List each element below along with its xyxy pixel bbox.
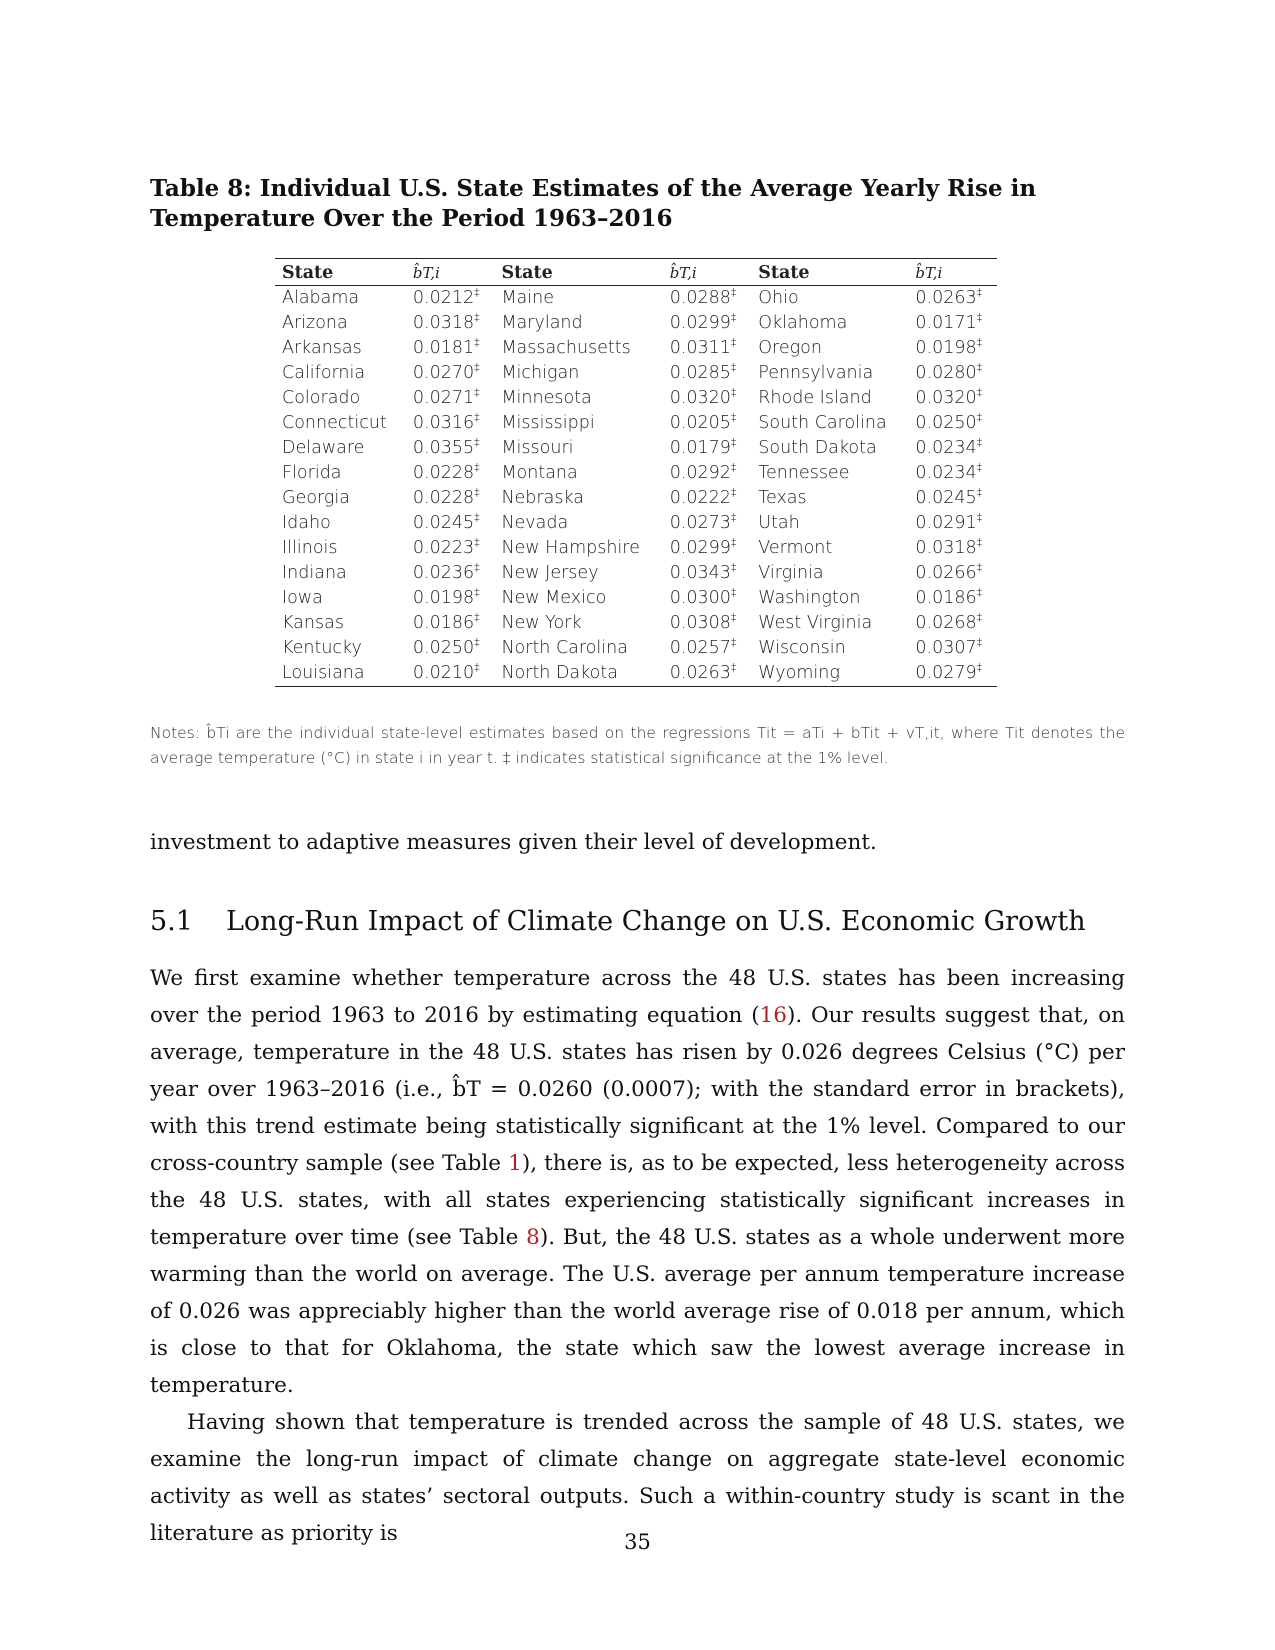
estimate-value: 0.0307 [915,638,977,658]
significance-mark: ‡ [730,511,737,525]
estimate-value: 0.0273 [669,513,731,533]
estimate-value: 0.0228 [412,488,475,508]
estimate-value: 0.0266 [915,563,977,583]
state-name-cell: Arkansas [282,338,362,358]
state-name-cell: New Mexico [501,588,607,608]
estimate-cell [908,436,997,461]
estimate-cell [663,386,752,411]
state-name-cell: Ohio [758,288,799,308]
state-name-cell: Colorado [282,388,361,408]
significance-mark: ‡ [976,436,983,450]
estimate-cell [663,336,752,361]
estimate-cell [908,361,997,386]
estimate-cell [908,486,997,511]
table-row [275,286,997,312]
estimate-cell [908,561,997,586]
estimate-value: 0.0245 [412,513,475,533]
estimate-value: 0.0198 [412,588,475,608]
state-name-cell: Utah [758,513,800,533]
significance-mark: ‡ [474,486,480,500]
header-state: State [494,259,662,286]
estimate-cell [406,511,495,536]
significance-mark: ‡ [976,461,983,475]
estimate-value: 0.0181 [412,338,475,358]
table-row [275,636,997,661]
estimate-cell [663,361,752,386]
estimate-cell [663,561,752,586]
estimate-value: 0.0223 [412,538,475,558]
table-row [275,486,997,511]
state-name-cell: Georgia [282,488,351,508]
estimate-cell [663,286,752,312]
table-notes: Notes: b̂Ti are the individual state-level estimates based on the regressions Tit = aTi + bTit + vT,it, where Tit denotes the average temperature (°C) in state i in year t. ‡ indicates statistical significance at the 1% level. [150,724,1125,767]
estimate-cell [663,611,752,636]
estimate-value: 0.0171 [915,313,977,333]
estimate-value: 0.0228 [412,463,475,483]
state-name-cell: New York [501,613,582,633]
estimate-cell [663,436,752,461]
estimate-value: 0.0234 [915,438,977,458]
estimate-value: 0.0285 [669,363,731,383]
header-estimate: b̂T,i [908,259,997,286]
table-row [275,461,997,486]
estimate-cell [908,386,997,411]
significance-mark: ‡ [976,411,983,425]
section-title: Long-Run Impact of Climate Change on U.S. Economic Growth [226,906,1086,937]
estimate-value: 0.0257 [669,638,731,658]
estimate-value: 0.0318 [412,313,475,333]
estimate-cell [663,461,752,486]
state-name-cell: Kentucky [282,638,362,658]
state-name-cell: Missouri [501,438,574,458]
state-name-cell: California [282,363,366,383]
state-name-cell: Delaware [282,438,365,458]
header-estimate: b̂T,i [406,259,495,286]
estimate-value: 0.0300 [669,588,731,608]
estimate-value: 0.0279 [915,663,977,683]
estimate-cell [908,311,997,336]
state-name-cell: New Jersey [501,563,599,583]
state-name-cell: Connecticut [282,413,387,433]
state-name-cell: Washington [758,588,861,608]
significance-mark: ‡ [976,561,983,575]
significance-mark: ‡ [730,561,737,575]
estimate-value: 0.0320 [669,388,731,408]
state-name-cell: West Virginia [758,613,873,633]
state-name-cell: Minnesota [501,388,592,408]
estimate-cell [908,536,997,561]
state-name-cell: Massachusetts [501,338,631,358]
estimate-value: 0.0186 [915,588,977,608]
table-row [275,436,997,461]
estimate-value: 0.0212 [412,288,475,308]
state-name-cell: North Dakota [494,661,662,687]
equation-ref[interactable]: 16 [759,1003,787,1028]
significance-mark: ‡ [976,611,983,625]
significance-mark: ‡ [730,411,737,425]
estimate-value: 0.0222 [669,488,731,508]
estimate-cell [406,486,495,511]
table-caption: Table 8: Individual U.S. State Estimates of the Average Yearly Rise in Temperature Over the Period 1963–2016 [150,175,1037,232]
table-row [275,361,997,386]
significance-mark: ‡ [474,511,480,525]
significance-mark: ‡ [474,386,480,400]
state-name-cell: Tennessee [758,463,850,483]
significance-mark: ‡ [474,311,480,325]
estimate-value: 0.0318 [915,538,977,558]
estimate-value: 0.0245 [915,488,977,508]
estimate-cell [908,636,997,661]
significance-mark: ‡ [730,461,737,475]
state-name-cell: Michigan [501,363,580,383]
estimate-cell [663,311,752,336]
estimate-value: 0.0291 [915,513,977,533]
state-name-cell: Louisiana [275,661,406,687]
state-name-cell: South Carolina [758,413,887,433]
estimate-cell [406,611,495,636]
estimate-cell [406,561,495,586]
estimate-value: 0.0263 [915,288,977,308]
estimate-cell [908,611,997,636]
table-header-row [275,259,997,286]
table-row [275,311,997,336]
estimate-cell [406,436,495,461]
significance-mark: ‡ [976,336,983,350]
table-row [275,511,997,536]
significance-mark: ‡ [730,661,737,675]
estimate-value: 0.0280 [915,363,977,383]
table-ref[interactable]: 8 [526,1225,540,1250]
state-estimates-table [275,258,997,687]
estimate-cell [406,411,495,436]
estimate-value: 0.0299 [669,313,731,333]
state-name-cell: Wyoming [751,661,908,687]
estimate-value: 0.0268 [915,613,977,633]
state-name-cell: Maryland [501,313,583,333]
estimate-cell [663,511,752,536]
state-name-cell: Arizona [282,313,348,333]
section-number: 5.1 [150,906,193,937]
estimate-value: 0.0186 [412,613,475,633]
state-name-cell: Nevada [501,513,569,533]
significance-mark: ‡ [730,386,737,400]
estimate-cell [406,361,495,386]
state-name-cell: Rhode Island [758,388,872,408]
estimate-value: 0.0299 [669,538,731,558]
significance-mark: ‡ [474,586,480,600]
estimate-value: 0.0292 [669,463,731,483]
significance-mark: ‡ [730,486,737,500]
state-name-cell: Vermont [758,538,833,558]
significance-mark: ‡ [976,311,983,325]
estimate-value: 0.0234 [915,463,977,483]
table-row [275,661,997,687]
significance-mark: ‡ [976,511,983,525]
header-state: State [751,259,908,286]
significance-mark: ‡ [474,536,480,550]
state-name-cell: Kansas [282,613,344,633]
paragraph: Having shown that temperature is trended across the sample of 48 U.S. states, we examine the long-run impact of climate change on aggregate state-level economic activity as well as states’ sectoral outputs. Such a within-country study is scant in the literature as priority is [150,1410,1125,1546]
estimate-value: 0.0198 [915,338,977,358]
table-row [275,336,997,361]
estimate-value: 0.0270 [412,363,475,383]
estimate-value: 0.0210 [412,663,475,683]
estimate-cell [406,461,495,486]
significance-mark: ‡ [976,586,983,600]
lead-text: investment to adaptive measures given their level of development. [150,830,877,855]
estimate-cell [908,411,997,436]
significance-mark: ‡ [474,286,480,300]
significance-mark: ‡ [976,636,983,650]
estimate-value: 0.0343 [669,563,731,583]
estimate-cell [908,511,997,536]
significance-mark: ‡ [730,586,737,600]
estimate-value: 0.0316 [412,413,475,433]
estimate-cell [908,586,997,611]
header-estimate: b̂T,i [663,259,752,286]
significance-mark: ‡ [474,661,480,675]
significance-mark: ‡ [730,286,737,300]
table-row [275,411,997,436]
estimate-value: 0.0250 [915,413,977,433]
estimate-cell [663,536,752,561]
state-name-cell: Maine [501,288,554,308]
estimate-value: 0.0236 [412,563,475,583]
significance-mark: ‡ [474,361,480,375]
state-name-cell: Alabama [282,288,360,308]
significance-mark: ‡ [976,536,983,550]
header-state: State [275,259,406,286]
estimate-cell [406,636,495,661]
section-heading [150,906,1150,937]
table-row [275,586,997,611]
significance-mark: ‡ [730,611,737,625]
state-name-cell: Florida [282,463,342,483]
state-name-cell: Texas [758,488,807,508]
significance-mark: ‡ [976,386,983,400]
state-name-cell: Oklahoma [758,313,848,333]
estimate-cell [663,411,752,436]
state-name-cell: Montana [501,463,578,483]
estimate-cell [406,386,495,411]
significance-mark: ‡ [730,436,737,450]
significance-mark: ‡ [976,661,983,675]
page-number: 35 [624,1530,651,1554]
estimate-value: 0.0250 [412,638,475,658]
state-name-cell: Virginia [758,563,824,583]
significance-mark: ‡ [730,361,737,375]
significance-mark: ‡ [474,636,480,650]
significance-mark: ‡ [976,361,983,375]
state-name-cell: Mississippi [501,413,595,433]
estimate-value: 0.0179 [669,438,731,458]
state-name-cell: Indiana [282,563,347,583]
table-row [275,611,997,636]
estimate-cell [406,286,495,312]
estimate-value: 0.0311 [669,338,731,358]
table-row [275,561,997,586]
significance-mark: ‡ [730,311,737,325]
estimate-cell [663,486,752,511]
estimate-cell [406,586,495,611]
estimate-value: 0.0263 [669,663,731,683]
estimate-cell [406,536,495,561]
significance-mark: ‡ [474,436,480,450]
state-name-cell: Pennsylvania [758,363,874,383]
state-name-cell: Nebraska [501,488,585,508]
significance-mark: ‡ [730,636,737,650]
estimate-cell [663,586,752,611]
estimate-cell [908,286,997,312]
body-text [150,960,1125,1552]
estimate-value: 0.0320 [915,388,977,408]
estimate-value: 0.0308 [669,613,731,633]
estimate-cell [406,311,495,336]
paragraph: We first examine whether temperature across the 48 U.S. states has been increasing over the period 1963 to 2016 by estimating equation (16). Our results suggest that, on average, temperature in the 48 U.S. states has risen by 0.026 degrees Celsius (°C) per year over 1963–2016 (i.e., b̂T = 0.0260 (0.0007); with the standard error in brackets), with this trend estimate being statistically significant at the 1% level. Compared to our cross-country sample (see Table 1), there is, as to be expected, less heterogeneity across the 48 U.S. states, with all states experiencing statistically significant increases in temperature over time (see Table 8). But, the 48 U.S. states as a whole underwent more warming than the world on average. The U.S. average per annum temperature increase of 0.026 was appreciably higher than the world average rise of 0.018 per annum, which is close to that for Oklahoma, the state which saw the lowest average increase in temperature. [150,966,1126,1398]
table-row [275,536,997,561]
significance-mark: ‡ [730,336,737,350]
significance-mark: ‡ [474,611,480,625]
estimate-value: 0.0355 [412,438,475,458]
state-name-cell: New Hampshire [501,538,640,558]
estimate-cell [663,636,752,661]
state-name-cell: Iowa [282,588,323,608]
table-row [275,386,997,411]
estimate-cell [663,661,752,687]
estimate-cell [908,661,997,687]
state-name-cell: Illinois [282,538,338,558]
state-name-cell: Wisconsin [758,638,846,658]
state-name-cell: Idaho [282,513,331,533]
estimate-value: 0.0205 [669,413,731,433]
estimate-cell [406,336,495,361]
significance-mark: ‡ [976,286,983,300]
estimate-value: 0.0271 [412,388,475,408]
state-name-cell: North Carolina [501,638,628,658]
state-name-cell: South Dakota [758,438,877,458]
estimate-value: 0.0288 [669,288,731,308]
significance-mark: ‡ [976,486,983,500]
table-ref[interactable]: 1 [508,1151,522,1176]
estimate-cell [908,336,997,361]
significance-mark: ‡ [474,336,480,350]
state-name-cell: Oregon [758,338,822,358]
significance-mark: ‡ [474,561,480,575]
significance-mark: ‡ [474,461,480,475]
significance-mark: ‡ [730,536,737,550]
estimate-cell [908,461,997,486]
significance-mark: ‡ [474,411,480,425]
estimate-cell [406,661,495,687]
